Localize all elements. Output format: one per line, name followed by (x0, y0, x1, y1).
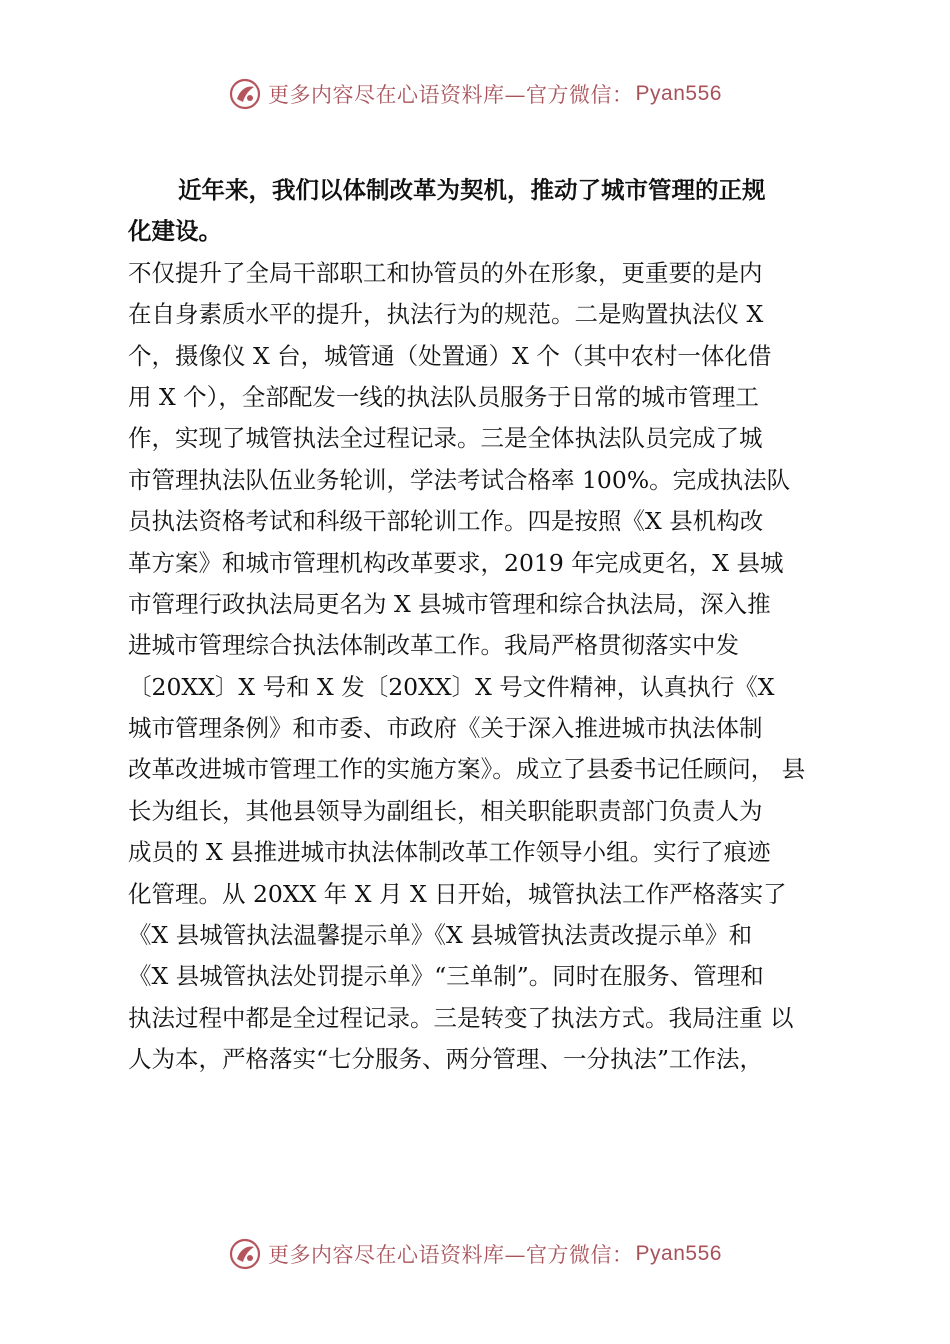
wechat-id: Pyan556 (635, 82, 722, 105)
lead-sentence-part1: 近年来，我们以体制改革为契机，推动了城市管理的正规 (178, 176, 766, 204)
lead-sentence-part2: 化建设。 (128, 217, 222, 246)
text-line: 在自身素质水平的提升，执法行为的规范。二是购置执法仪 X (128, 300, 764, 329)
document-body (128, 170, 832, 1081)
text-line: 作，实现了城管执法全过程记录。三是全体执法队员完成了城 (128, 424, 763, 453)
text-line: 化管理。从 20XX 年 X 月 X 日开始，城管执法工作严格落实了 (128, 879, 787, 908)
banner-text: 更多内容尽在心语资料库—官方微信： (268, 1243, 634, 1267)
text-line: 《X 县城管执法处罚提示单》“三单制”。同时在服务、管理和 (128, 962, 764, 991)
text-line (128, 170, 832, 211)
header-banner (0, 74, 950, 114)
text-line: 长为组长，其他县领导为副组长，相关职能职责部门负责人为 (128, 796, 763, 825)
text-line: 市管理执法队伍业务轮训，学法考试合格率 100%。完成执法队 (128, 465, 791, 494)
text-line: 执法过程中都是全过程记录。三是转变了执法方式。我局注重 以 (128, 1003, 794, 1032)
brand-logo-icon (228, 77, 262, 111)
text-line: 个，摄像仪 X 台，城管通（处置通）X 个（其中农村一体化借 (128, 341, 772, 370)
wechat-id: Pyan556 (635, 1242, 722, 1265)
text-line (128, 211, 832, 252)
footer-banner (0, 1234, 950, 1274)
text-line: 改革改进城市管理工作的实施方案》。成立了县委书记任顾问， 县 (128, 755, 806, 784)
text-line: 成员的 X 县推进城市执法体制改革工作领导小组。实行了痕迹 (128, 838, 771, 867)
text-line: 〔20XX〕X 号和 X 发〔20XX〕X 号文件精神，认真执行《X (128, 672, 775, 701)
text-line: 进城市管理综合执法体制改革工作。我局严格贯彻落实中发 (128, 631, 739, 660)
brand-logo-icon (228, 1237, 262, 1271)
text-line: 不仅提升了全局干部职工和协管员的外在形象，更重要的是内 (128, 258, 763, 287)
text-line: 革方案》和城市管理机构改革要求，2019 年完成更名，X 县城 (128, 548, 784, 577)
text-line: 《X 县城管执法温馨提示单》《X 县城管执法责改提示单》和 (128, 921, 753, 950)
text-line: 市管理行政执法局更名为 X 县城市管理和综合执法局，深入推 (128, 589, 771, 618)
text-line: 员执法资格考试和科级干部轮训工作。四是按照《X 县机构改 (128, 507, 764, 536)
text-line: 用 X 个），全部配发一线的执法队员服务于日常的城市管理工 (128, 382, 759, 411)
text-line: 城市管理条例》和市委、市政府《关于深入推进城市执法体制 (128, 714, 763, 743)
text-line: 人为本，严格落实“七分服务、两分管理、一分执法”工作法， (128, 1045, 764, 1074)
banner-text: 更多内容尽在心语资料库—官方微信： (268, 83, 634, 107)
